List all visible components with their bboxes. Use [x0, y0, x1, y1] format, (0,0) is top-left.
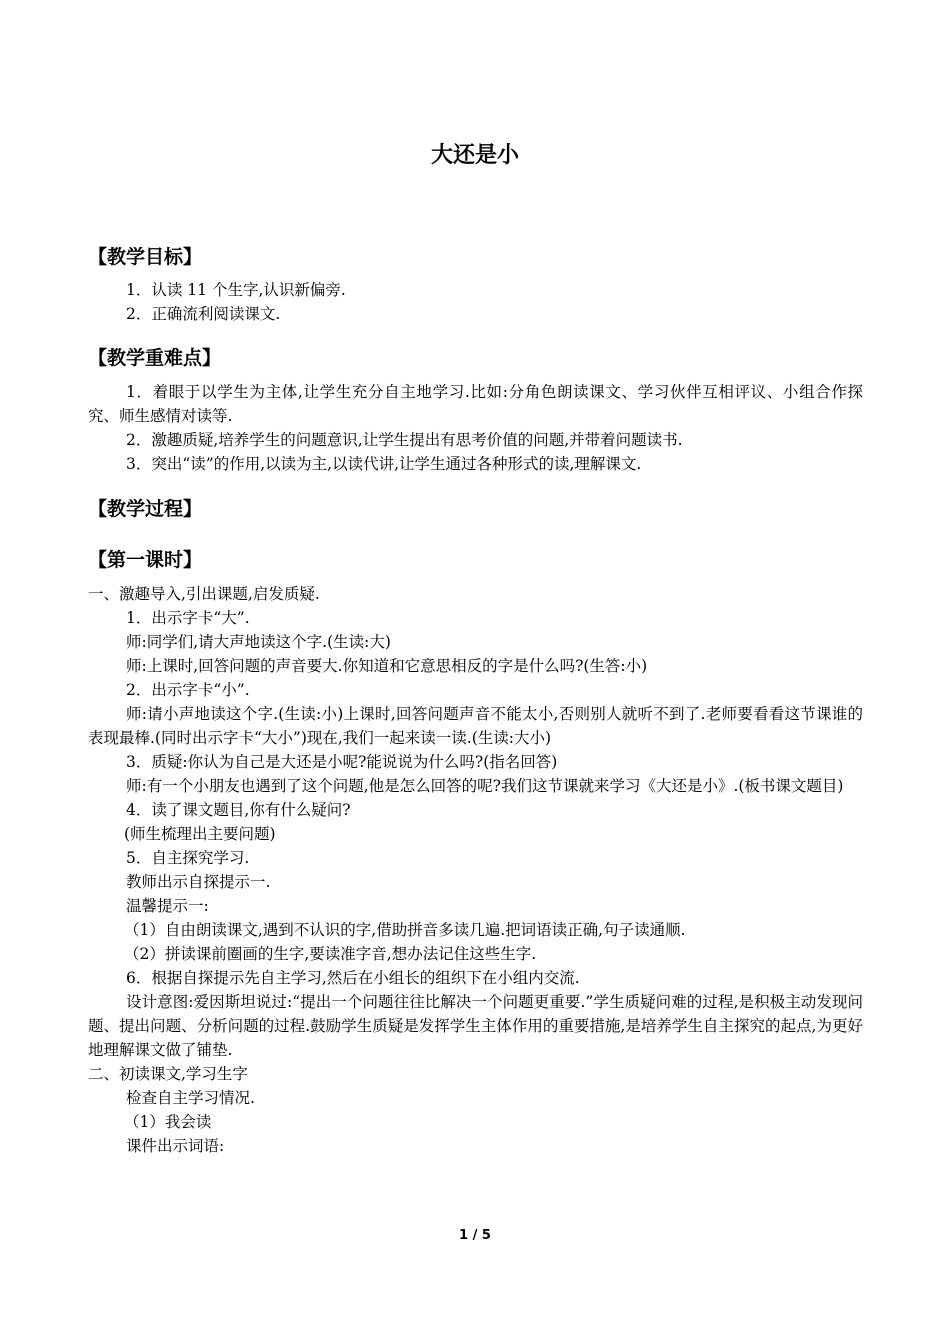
body-line: 检查自主学习情况. [126, 1089, 255, 1107]
section-heading: 一、激趣导入,引出课题,启发质疑. [88, 585, 320, 603]
body-line: 教师出示自探提示一. [126, 873, 271, 891]
key-points-item: 3．突出“读”的作用,以读为主,以读代讲,让学生通过各种形式的读,理解课文. [126, 455, 642, 473]
key-points-item: 2．激趣质疑,培养学生的问题意识,让学生提出有思考价值的问题,并带着问题读书. [126, 431, 683, 449]
body-line: 师:上课时,回答问题的声音要大.你知道和它意思相反的字是什么吗?(生答:小) [126, 657, 648, 675]
key-points-item: 1．着眼于以学生为主体,让学生充分自主地学习.比如:分角色朗读课文、学习伙伴互相评议、小组合作探究、师生感情对读等. [88, 383, 863, 425]
body-line: 5．自主探究学习. [126, 849, 250, 867]
body-line: (师生梳理出主要问题) [124, 825, 276, 843]
body-line: 4．读了课文题目,你有什么疑问? [126, 801, 351, 819]
goals-item: 1．认读 11 个生字,认识新偏旁. [126, 281, 346, 299]
body-line: （1）自由朗读课文,遇到不认识的字,借助拼音多读几遍.把词语读正确,句子读通顺. [124, 921, 686, 939]
body-line: 师:有一个小朋友也遇到了这个问题,他是怎么回答的呢?我们这节课就来学习《大还是小》.(板书课文题目) [126, 777, 844, 795]
process-heading: 【教学过程】 [88, 498, 203, 520]
section-heading: 二、初读课文,学习生字 [88, 1065, 248, 1083]
goals-list [88, 281, 863, 326]
goals-heading: 【教学目标】 [88, 246, 203, 268]
body-line: （2）拼读课前圈画的生字,要读准字音,想办法记住这些生字. [124, 945, 537, 963]
body-line: 1．出示字卡“大”. [126, 609, 250, 627]
body-line: 师:请小声地读这个字.(生读:小)上课时,回答问题声音不能太小,否则别人就听不到了.老师要看看这节课谁的表现最棒.(同时出示字卡“大小”)现在,我们一起来读一读.(生读:大小) [88, 705, 863, 747]
body-line: 温馨提示一: [126, 897, 209, 915]
body-line: 2．出示字卡“小”. [126, 681, 250, 699]
lesson1-heading: 【第一课时】 [88, 549, 203, 571]
key-points-heading: 【教学重难点】 [88, 347, 222, 369]
page-number: 1 / 5 [459, 1228, 491, 1243]
key-points-list [88, 380, 863, 476]
body-line: 设计意图:爱因斯坦说过:“提出一个问题往往比解决一个问题更重要.”学生质疑问难的过程,是积极主动发现问题、提出问题、分析问题的过程.鼓励学生质疑是发挥学生主体作用的重要措施,是培养学生自主探究的起点,为更好地理解课文做了铺垫. [88, 993, 863, 1059]
body-line: 师:同学们,请大声地读这个字.(生读:大) [126, 633, 391, 651]
lesson1-body [88, 582, 863, 1158]
body-line: 课件出示词语: [126, 1137, 225, 1155]
body-line: （1）我会读 [124, 1113, 212, 1131]
body-line: 6．根据自探提示先自主学习,然后在小组长的组织下在小组内交流. [126, 969, 580, 987]
page-title: 大还是小 [430, 143, 519, 168]
goals-item: 2．正确流利阅读课文. [126, 305, 281, 323]
body-line: 3．质疑:你认为自己是大还是小呢?能说说为什么吗?(指名回答) [126, 753, 558, 771]
